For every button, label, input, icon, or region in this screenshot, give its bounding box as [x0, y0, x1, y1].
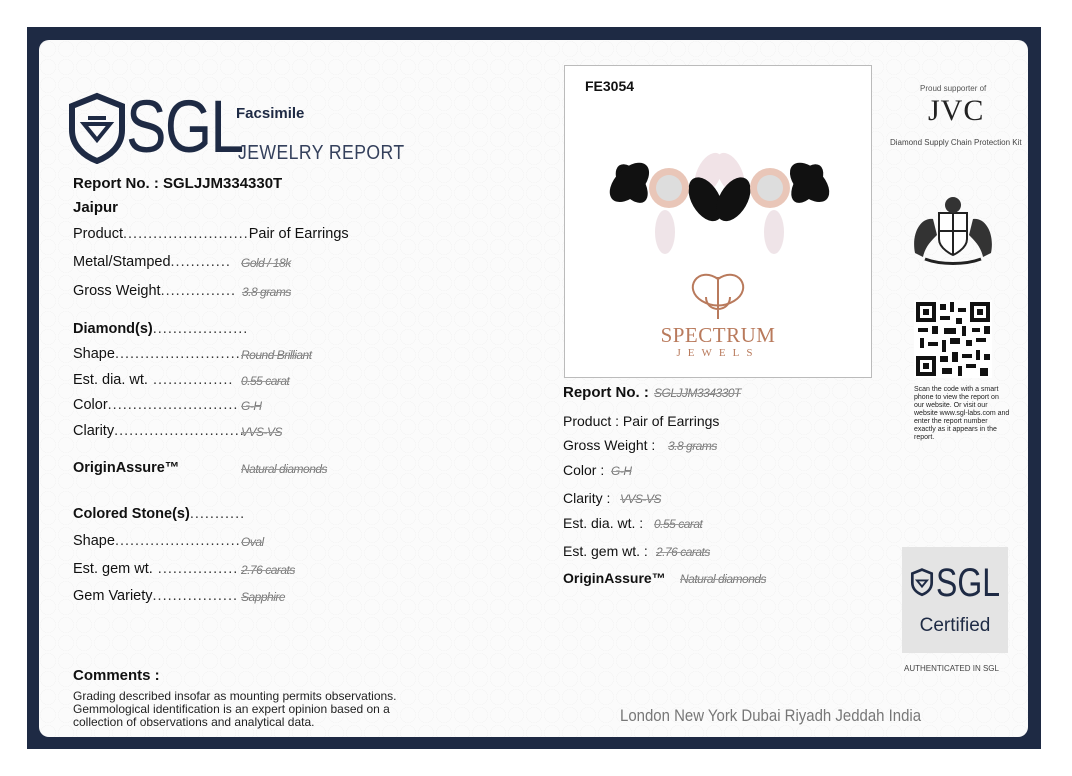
certified-label: Certified: [919, 615, 991, 636]
right-color-value: G-H: [611, 464, 632, 478]
product-value: Pair of Earrings: [248, 226, 349, 242]
right-origin-label: OriginAssure™: [563, 570, 666, 586]
logo-text: SGL: [126, 85, 243, 168]
right-gem-value: 2.76 carats: [656, 545, 710, 559]
color-value: G-H: [241, 399, 262, 413]
clarity-value: VVS-VS: [241, 425, 283, 439]
comment-line-2: Gemmological identification is an expert opinion based on a: [73, 702, 390, 716]
facsimile-label: Facsimile: [236, 105, 305, 122]
variety-label: Gem Variety: [73, 588, 153, 604]
office-cities: London New York Dubai Riyadh Jeddah India: [620, 706, 922, 725]
shape-label: Shape: [73, 346, 115, 362]
variety-row: Gem Variety.................: [73, 588, 239, 604]
product-label: Product: [73, 226, 123, 242]
shape-value: Round Brilliant: [241, 348, 312, 362]
jvc-logo: JVC: [928, 94, 985, 127]
shield-icon: [66, 92, 128, 164]
right-dia-label: Est. dia. wt. :: [563, 515, 644, 531]
right-product: Product : Pair of Earrings: [563, 413, 720, 429]
jvc-subtitle: Diamond Supply Chain Protection Kit: [890, 138, 1022, 147]
origin-value: Natural diamonds: [241, 462, 328, 476]
jvc-proud-text: Proud supporter of: [920, 84, 987, 93]
scan-instructions: Scan the code with a smart phone to view the report on our website. Or visit our website www.sgl-labs.com and enter the report number exactly as it appears in the report.: [914, 386, 1010, 441]
comments-heading: Comments :: [73, 667, 160, 684]
sgl-logo: [66, 85, 243, 169]
cs-shape-value: Oval: [241, 535, 264, 549]
authenticated-text: AUTHENTICATED IN SGL: [904, 664, 999, 673]
coat-of-arms-icon: [905, 193, 1001, 265]
colored-heading: Colored Stone(s)...........: [73, 506, 246, 522]
spectrum-brand-name: SPECTRUM: [660, 323, 776, 347]
cert-logo-text: SGL: [936, 561, 1001, 605]
product-code: FE3054: [585, 78, 635, 94]
right-gross-label: Gross Weight :: [563, 437, 656, 453]
qr-code-icon: [914, 300, 992, 378]
gem-wt-value: 2.76 carats: [241, 563, 295, 577]
report-type: JEWELRY REPORT: [238, 142, 405, 164]
comment-line-1: Grading described insofar as mounting permits observations.: [73, 689, 397, 703]
gem-wt-label: Est. gem wt.: [73, 561, 153, 577]
gross-value: 3.8 grams: [242, 285, 291, 299]
jewelry-photo: [564, 65, 872, 378]
clarity-row: Clarity..........................: [73, 423, 245, 439]
right-report-number-value: SGLJJM334330T: [654, 386, 741, 400]
metal-row: Metal/Stamped............: [73, 254, 231, 270]
color-label: Color: [73, 397, 108, 413]
right-origin-value: Natural diamonds: [680, 572, 767, 586]
color-row: Color..........................: [73, 397, 239, 413]
right-report-number: Report No. :: [563, 384, 649, 401]
right-clarity-label: Clarity :: [563, 490, 611, 506]
gross-row: Gross Weight...............: [73, 283, 237, 299]
right-gross-value: 3.8 grams: [668, 439, 717, 453]
cs-shape-label: Shape: [73, 533, 115, 549]
product-row: Product.........................Pair of Earrings: [73, 226, 349, 242]
metal-value: Gold / 18k: [241, 256, 291, 270]
origin-label: OriginAssure™: [73, 460, 180, 476]
clarity-label: Clarity: [73, 423, 115, 439]
variety-value: Sapphire: [241, 590, 286, 604]
sgl-certified-badge: [902, 547, 1008, 653]
shape-row: Shape.........................: [73, 346, 241, 362]
spectrum-logo-icon: [678, 271, 758, 323]
shield-icon: [910, 567, 934, 597]
diamonds-heading: Diamond(s)...................: [73, 321, 249, 337]
right-gem-label: Est. gem wt. :: [563, 543, 648, 559]
spectrum-brand-sub: JEWELS: [676, 347, 760, 359]
dia-wt-row: Est. dia. wt. ................: [73, 372, 234, 388]
comment-line-3: collection of observations and analytical data.: [73, 715, 315, 729]
right-clarity-value: VVS-VS: [620, 492, 662, 506]
dia-wt-value: 0.55 carat: [241, 374, 290, 388]
report-number: Report No. : SGLJJM334330T: [73, 175, 283, 192]
gem-wt-row: Est. gem wt. ................: [73, 561, 239, 577]
report-city: Jaipur: [73, 199, 119, 216]
cs-shape-row: Shape.........................: [73, 533, 241, 549]
right-dia-value: 0.55 carat: [654, 517, 703, 531]
right-color-label: Color :: [563, 462, 605, 478]
earrings-image: [565, 106, 871, 286]
gross-label: Gross Weight: [73, 283, 161, 299]
dia-wt-label: Est. dia. wt.: [73, 372, 148, 388]
metal-label: Metal/Stamped: [73, 254, 171, 270]
